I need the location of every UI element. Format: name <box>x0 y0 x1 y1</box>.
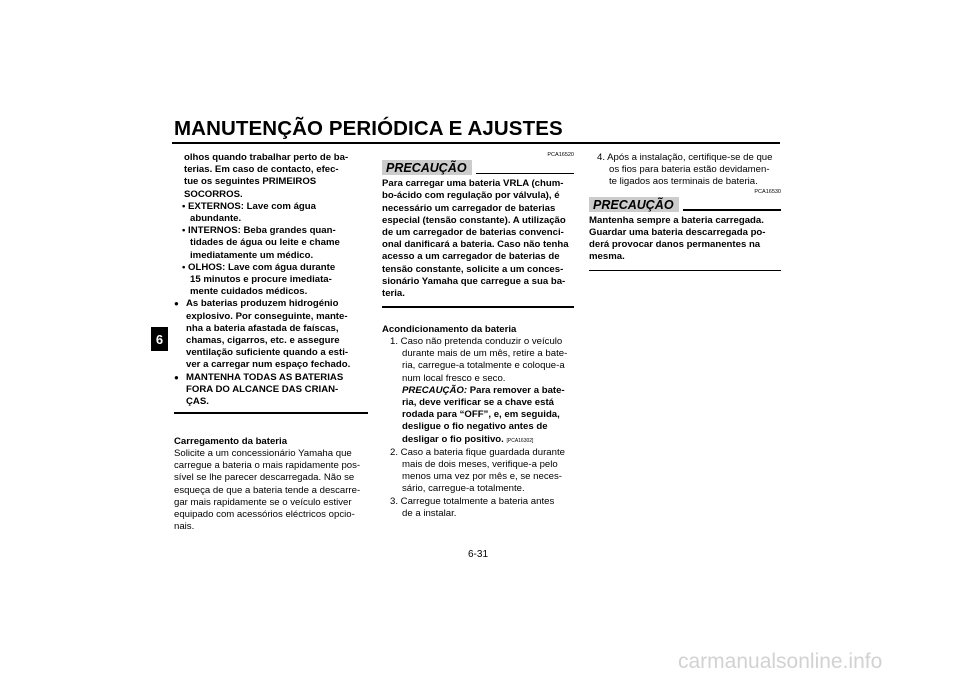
column-middle <box>382 152 574 520</box>
bullet-icon: ● <box>174 299 179 309</box>
storage-step-4: 4. Após a instalação, certifique-se de que os fios para bateria estão devidamen- te ligados aos terminais de bateria. <box>597 152 773 188</box>
inline-caution-last: desligar o fio positivo. <box>402 433 504 445</box>
caution-label: PRECAUÇÃO <box>382 160 472 175</box>
storage-step-1-text: 1. Caso não pretenda conduzir o veículo durante mais de um mês, retire a bate- ria, carregue-a totalmente e coloque-a num local fresco e seco. <box>390 335 568 384</box>
caution-header <box>382 160 574 175</box>
storage-step-3: 3. Carregue totalmente a bateria antes de a instalar. <box>390 495 555 519</box>
page-number: 6-31 <box>468 549 489 560</box>
warning-children <box>174 372 368 409</box>
inline-caution-code: [PCA16302] <box>506 437 534 444</box>
page-title: MANUTENÇÃO PERIÓDICA E AJUSTES <box>174 117 563 140</box>
caution-end-rule <box>382 306 574 308</box>
inline-caution-first: Para remover a bate- <box>469 384 565 396</box>
warning-end-rule <box>174 412 368 414</box>
warning-children-text: MANTENHA TODAS AS BATERIAS FORA DO ALCANCE DAS CRIAN- ÇAS. <box>186 371 344 408</box>
caution-label-2: PRECAUÇÃO <box>589 197 679 212</box>
first-aid-eyes: • OLHOS: Lave com água durante 15 minutos e procure imediata- mente cuidados médicos. <box>182 261 336 298</box>
caution-keep-charged-text: Mantenha sempre a bateria carregada. Guardar uma bateria descarregada po- derá provocar danos permanentes na mesma. <box>589 214 766 263</box>
title-underline <box>172 142 780 144</box>
caution-code: PCA16520 <box>547 152 574 158</box>
caution-code-2: PCA16530 <box>754 188 781 195</box>
charging-paragraph: Solicite a um concessionário Yamaha que carregue a bateria o mais rapidamente pos- sível se lhe parecer descarregada. Não se esqueça de que a bateria tende a descarre- gar mais rapidamente se o veículo estiver equipado com acessórios eléctricos opcio- nais. <box>174 447 361 533</box>
first-aid-external: • EXTERNOS: Lave com água abundante. <box>182 200 316 225</box>
inline-caution-text: ria, deve verificar se a chave está rodada para “OFF”, e, em seguida, desligue o fio negativo antes de <box>402 396 560 433</box>
caution-header-2 <box>589 197 781 212</box>
caution-vrla-text: Para carregar uma bateria VRLA (chum- bo-ácido com regulação por válvula), é necessário um carregador de baterias especial (tensão constante). A utilização de um carregador de baterias convenci- onal danificará a bateria. Caso não tenha acesso a um carregador de baterias de tensão constante, solicite a um conces- sionário Yamaha que carregue a sua ba- teria. <box>382 178 569 300</box>
warning-hydrogen-text: As baterias produzem hidrogénio explosivo. Por conseguinte, mante- nha a bateria afastada de faíscas, chamas, cigarros, etc. e assegure ventilação suficiente quando a esti- ver a carregar num espaço fechado. <box>186 298 351 371</box>
caution-line <box>476 173 574 175</box>
watermark: carmanualsonline.info <box>678 650 883 673</box>
storage-step-1 <box>382 336 574 447</box>
storage-step-2: 2. Caso a bateria fique guardada durante mais de dois meses, verifique-a pelo menos uma vez por mês e, se neces- sário, carregue-a totalmente. <box>390 446 565 495</box>
first-aid-internal: • INTERNOS: Beba grandes quan- tidades de água ou leite e chame imediatamente um médico. <box>182 225 340 261</box>
section-heading-storage: Acondicionamento da bateria <box>382 323 517 335</box>
caution-end-rule-2 <box>589 270 781 272</box>
chapter-tab: 6 <box>151 327 168 351</box>
bullet-icon: ● <box>174 372 179 382</box>
column-right <box>589 152 781 271</box>
section-heading-charging: Carregamento da bateria <box>174 435 288 447</box>
column-left <box>174 152 368 533</box>
warning-hydrogen <box>174 298 368 371</box>
inline-caution-label: PRECAUÇÃO: <box>402 384 468 396</box>
caution-line-2 <box>683 209 781 211</box>
first-aid-intro: olhos quando trabalhar perto de ba- terias. Em caso de contacto, efec- tue os seguintes PRIMEIROS SOCORROS. <box>184 152 349 200</box>
